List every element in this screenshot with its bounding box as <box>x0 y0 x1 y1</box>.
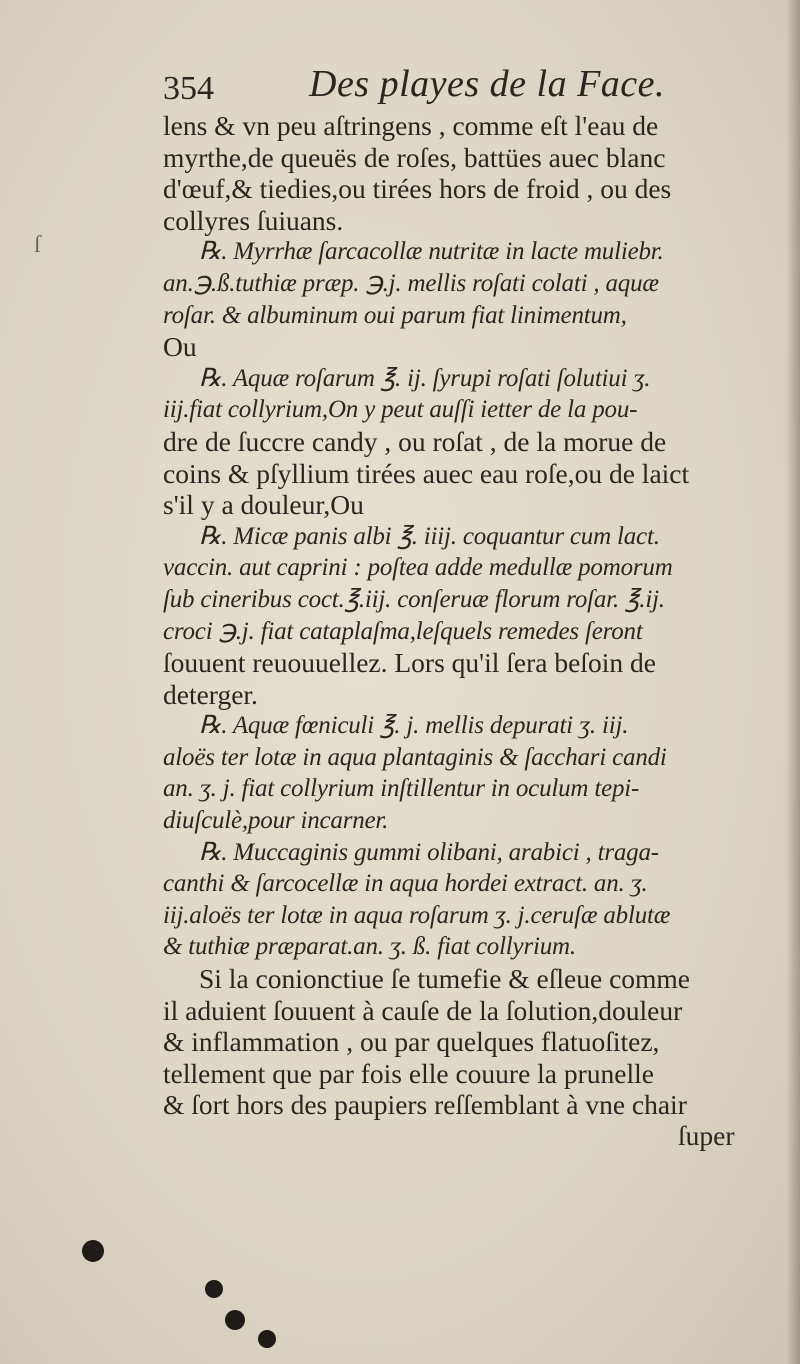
text-line: d'œuf,& tiedies,ou tirées hors de froid , ou des <box>163 173 672 205</box>
page-number: 354 <box>163 70 214 107</box>
text-line: s'il y a douleur,Ou <box>163 489 364 521</box>
text-line: collyres ſuiuans. <box>163 204 344 236</box>
text-line: ℞. Myrrhæ ſarcacollæ nutritæ in lacte muliebr. <box>199 238 664 266</box>
text-line: roſar. & albuminum oui parum fiat linimentum, <box>163 301 627 329</box>
text-line: an. ʒ. j. fiat collyrium inſtillentur in oculum tepi- <box>163 775 640 803</box>
running-title: Des playes de la Face. <box>309 63 666 105</box>
text-line: dre de ſuccre candy , ou roſat , de la morue de <box>163 425 667 457</box>
text-line: iij.aloës ter lotæ in aqua roſarum ʒ. j.ceruſæ ablutæ <box>163 901 671 929</box>
text-line: lens & vn peu aſtringens , comme eſt l'eau de <box>163 110 659 141</box>
text-line: aloës ter lotæ in aqua plantaginis & ſacchari candi <box>163 743 667 771</box>
text-line: deterger. <box>163 678 258 710</box>
text-line: canthi & ſarcocellæ in aqua hordei extract. an. ʒ. <box>163 870 648 898</box>
text-line: coins & pſyllium tirées auec eau roſe,ou de laict <box>163 457 690 489</box>
catchword: ſuper <box>678 1120 735 1151</box>
text-line: diuſculè,pour incarner. <box>163 807 389 835</box>
text-line: & inflammation , ou par quelques flatuoſitez, <box>163 1026 660 1058</box>
text-line: an.℈.ß.tuthiæ præp. ℈.j. mellis roſati colati , aquæ <box>163 269 659 297</box>
text-line: & tuthiæ præparat.an. ʒ. ß. fiat collyrium. <box>163 933 576 961</box>
text-line: & ſort hors des paupiers reſſemblant à vne chair <box>163 1089 687 1121</box>
text-line: il aduient ſouuent à cauſe de la ſolution,douleur <box>163 994 683 1026</box>
text-line: Si la conionctiue ſe tumefie & eſleue comme <box>199 963 691 995</box>
text-line: ſouuent reuouuellez. Lors qu'il ſera beſoin de <box>163 647 656 679</box>
text-line: tellement que par fois elle couure la prunelle <box>163 1057 654 1089</box>
text-line: croci ℈.j. fiat cataplaſma,leſquels remedes ſeront <box>163 617 643 645</box>
text-line: myrthe,de queuës de roſes, battües auec blanc <box>163 141 666 173</box>
text-line: ℞. Muccaginis gummi olibani, arabici , traga- <box>199 838 659 866</box>
ink-blot-1 <box>82 1240 104 1262</box>
text-line: Ou <box>163 331 197 363</box>
text-line: ℞. Aquæ roſarum ℥. ij. ſyrupi roſati ſolutiui ʒ. <box>199 364 651 392</box>
page-gutter-shadow <box>786 0 800 1364</box>
text-line: vaccin. aut caprini : poſtea adde medullæ pomorum <box>163 554 673 582</box>
text-line: iij.fiat collyrium,On y peut auſſi ietter de la pou- <box>163 396 638 424</box>
ink-blot-2 <box>205 1280 223 1298</box>
text-line: ℞. Aquæ fœniculi ℥. j. mellis depurati ʒ. iij. <box>199 712 629 740</box>
page-header <box>163 62 763 112</box>
text-line: ℞. Micæ panis albi ℥. iiij. coquantur cum lact. <box>199 522 660 550</box>
body-text <box>163 110 768 1121</box>
text-line: ſub cineribus coct.℥.iij. conſeruæ florum roſar. ℥.ij. <box>163 585 665 613</box>
ink-blot-4 <box>258 1330 276 1348</box>
margin-annotation: ſ <box>34 232 41 258</box>
ink-blot-3 <box>225 1310 245 1330</box>
